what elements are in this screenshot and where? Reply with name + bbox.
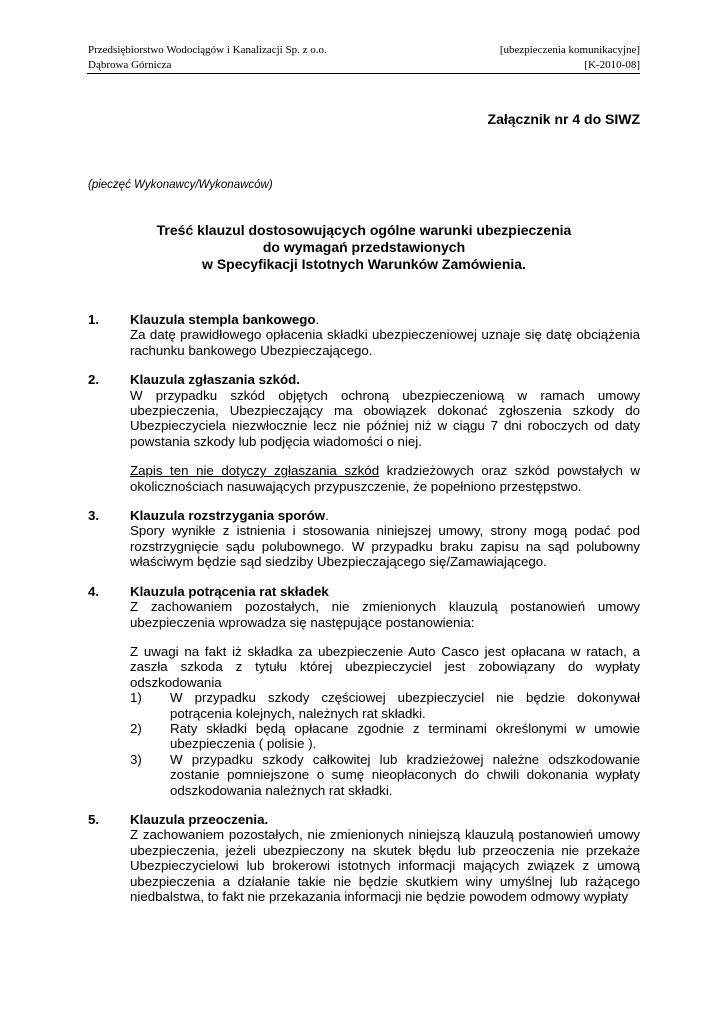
- clause-number: 5.: [88, 811, 100, 827]
- clause-number: 4.: [88, 583, 100, 599]
- list-item-number: 3): [130, 751, 142, 767]
- clause-text: Z zachowaniem pozostałych, nie zmienionych niniejszą klauzulą postanowień umowy ubezpieczenia, jeżeli ubezpieczony na skutek błędu lub przeoczenia nie przekaże Ubezpieczycielowi lub brokerowi istotnych informacji mających związek z umową ubezpieczenia a działanie takie nie będzie skutkiem winy umyślnej lub rażącego niedbalstwa, to fakt nie przekazania informacji nie będzie powodem odmowy wypłaty: [130, 827, 640, 904]
- clause-title: Klauzula rozstrzygania sporów: [130, 508, 326, 524]
- clause-note-underlined: Zapis ten nie dotyczy zgłaszania szkód: [130, 463, 380, 479]
- company-city: Dąbrowa Górnicza: [88, 59, 172, 71]
- list-item: [130, 752, 640, 798]
- clause-1: 1. Klauzula stempla bankowego. Za datę prawidłowego opłacenia składki ubezpieczeniowej uznaje się datę obciążenia rachunku bankowego Ubezpieczającego.: [88, 312, 640, 358]
- contractor-stamp-label: (pieczęć Wykonawcy/Wykonawców): [88, 179, 273, 191]
- list-item-text: W przypadku szkody częściowej ubezpieczyciel nie będzie dokonywał potrącenia kolejnych, należnych rat składki.: [170, 690, 640, 721]
- clause-text: W przypadku szkód objętych ochroną ubezpieczeniową w ramach umowy ubezpieczenia, Ubezpieczający ma obowiązek dokonać zgłoszenia szkody do Ubezpieczyciela niezwłocznie lecz nie później niż w ciągu 7 dni roboczych od daty powstania szkody lub podjęcia wiadomości o niej.: [130, 387, 640, 449]
- clause-note-rest: kradzieżowych oraz szkód powstałych w okolicznościach nasuwających przypuszczenie, że popełniono przestępstwo.: [130, 463, 641, 494]
- title-line-3: w Specyfikacji Istotnych Warunków Zamówienia.: [202, 256, 526, 272]
- list-item-number: 1): [130, 690, 142, 706]
- list-item-text: W przypadku szkody całkowitej lub kradzieżowej należne odszkodowanie zostanie pomniejszone o sumę nieopłaconych do chwili dokonania wypłaty odszkodowania należnych rat składki.: [170, 751, 640, 798]
- header-right: [500, 43, 640, 73]
- annex-title: Załącznik nr 4 do SIWZ: [487, 111, 640, 127]
- clause-number: 3.: [88, 508, 100, 524]
- title-line-1: Treść klauzul dostosowujących ogólne warunki ubezpieczenia: [156, 222, 572, 238]
- list-item: [130, 721, 640, 752]
- clause-number: 1.: [88, 312, 100, 327]
- clause-note: [130, 463, 640, 494]
- clause-intro: Z uwagi na fakt iż składka za ubezpieczenie Auto Casco jest opłacana w ratach, a zaszła szkoda z tytułu której ubezpieczyciel jest zobowiązany do wypłaty odszkodowania: [130, 643, 640, 690]
- list-item-text: Raty składki będą opłacane zgodnie z terminami określonymi w umowie ubezpieczenia ( polisie ).: [170, 720, 640, 752]
- clause-title: Klauzula stempla bankowego: [130, 312, 316, 327]
- clause-title: Klauzula przeoczenia.: [130, 811, 269, 827]
- list-item: [130, 690, 640, 721]
- clause-text: Spory wynikłe z istnienia i stosowania niniejszej umowy, strony mogą podać pod rozstrzygnięcie sądu polubownego. W przypadku braku zapisu na sąd polubowny właściwym będzie sąd siedziby Ubezpieczającego się/Zamawiającego.: [130, 523, 640, 570]
- title-line-2: do wymagań przedstawionych: [262, 239, 466, 255]
- company-name: Przedsiębiorstwo Wodociągów i Kanalizacji Sp. z o.o.: [88, 44, 327, 56]
- header-left: [88, 43, 327, 73]
- document-title: [88, 222, 640, 273]
- clause-3: 3. Klauzula rozstrzygania sporów. Spory wynikłe z istnienia i stosowania niniejszej umowy, strony mogą podać pod rozstrzygnięcie sądu polubownego. W przypadku braku zapisu na sąd polubowny właściwym będzie sąd siedziby Ubezpieczającego się/Zamawiającego.: [88, 508, 640, 570]
- clause-2: [88, 372, 640, 494]
- document-category: [ubezpieczenia komunikacyjne]: [499, 44, 640, 56]
- clause-title: Klauzula potrącenia rat składek: [130, 583, 329, 599]
- list-item-number: 2): [130, 720, 142, 736]
- header-divider: [87, 73, 640, 74]
- clause-text: Za datę prawidłowego opłacenia składki ubezpieczeniowej uznaje się datę obciążenia rachunku bankowego Ubezpieczającego.: [130, 327, 640, 358]
- clause-number: 2.: [88, 372, 100, 388]
- clause-text: Z zachowaniem pozostałych, nie zmienionych klauzulą postanowień umowy ubezpieczenia wprowadza się następujące postanowienia:: [130, 599, 640, 630]
- clause-4: [88, 584, 640, 798]
- document-code: [K-2010-08]: [584, 59, 640, 71]
- clause-5: [88, 812, 640, 904]
- clause-title: Klauzula zgłaszania szkód.: [130, 372, 300, 388]
- clauses-list: [88, 312, 640, 904]
